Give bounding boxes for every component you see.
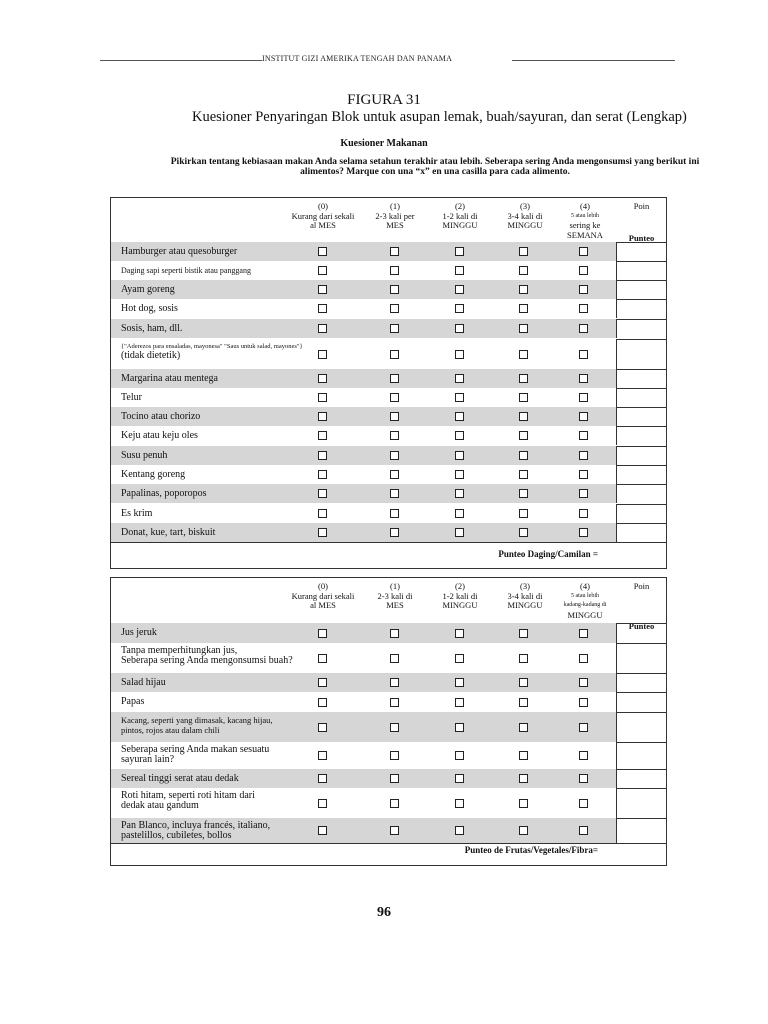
score-input-box[interactable] — [616, 788, 667, 818]
food-item-label — [121, 821, 270, 841]
frequency-checkbox-1[interactable] — [390, 509, 399, 518]
question-row — [111, 673, 616, 692]
frequency-checkbox-3[interactable] — [519, 431, 528, 440]
food-item-line-2: sayuran lain? — [121, 754, 175, 765]
frequency-checkbox-1[interactable] — [390, 247, 399, 256]
frequency-checkbox-2[interactable] — [455, 285, 464, 294]
score-input-box[interactable] — [616, 242, 667, 261]
column-code: (0) — [318, 581, 328, 591]
frequency-checkbox-1[interactable] — [390, 324, 399, 333]
frequency-checkbox-4[interactable] — [579, 350, 588, 359]
figure-number: FIGURA 31 — [347, 92, 421, 108]
score-header: Punteo — [628, 621, 655, 631]
frequency-checkbox-0[interactable] — [318, 470, 327, 479]
frequency-checkbox-2[interactable] — [455, 654, 464, 663]
column-code: (3) — [520, 581, 530, 591]
frequency-checkbox-0[interactable] — [318, 698, 327, 707]
frequency-checkbox-2[interactable] — [455, 698, 464, 707]
frequency-checkbox-2[interactable] — [455, 528, 464, 537]
column-label-line-2: kadang-kadang di — [563, 602, 607, 608]
food-item-line-2: pintos, rojos atau dalam chili — [121, 725, 220, 735]
frequency-checkbox-1[interactable] — [390, 393, 399, 402]
frequency-checkbox-1[interactable] — [390, 350, 399, 359]
food-item-line-1: Tanpa memperhitungkan jus, — [121, 645, 238, 656]
figure-title: Kuesioner Penyaringan Blok untuk asupan lemak, buah/sayuran, dan serat (Lengkap) — [192, 109, 687, 125]
rows-bottom-rule — [111, 843, 666, 844]
question-row — [111, 446, 616, 465]
frequency-checkbox-1[interactable] — [390, 374, 399, 383]
food-item-line-1: {"Aderezos para ensaladas, mayonesa" "Saus untuk salad, mayones"} — [121, 343, 303, 350]
frequency-checkbox-3[interactable] — [519, 723, 528, 732]
food-item-label: Tocino atau chorizo — [121, 410, 201, 422]
column-label-line-2: MINGGU — [507, 220, 543, 230]
question-row — [111, 369, 616, 388]
food-item-label: Kentang goreng — [121, 468, 186, 480]
food-item-line-1: Seberapa sering Anda makan sesuatu — [121, 744, 270, 755]
question-row — [111, 523, 616, 542]
food-item-label: Papalinas, poporopos — [121, 487, 207, 499]
frequency-checkbox-3[interactable] — [519, 509, 528, 518]
question-row — [111, 712, 616, 742]
column-label-line-1: 1-2 kali di — [442, 590, 478, 601]
score-input-box[interactable] — [616, 643, 667, 673]
question-row — [111, 788, 616, 818]
column-label-line-2: MINGGU — [442, 220, 478, 230]
frequency-checkbox-0[interactable] — [318, 431, 327, 440]
frequency-checkbox-4[interactable] — [579, 654, 588, 663]
question-row — [111, 426, 616, 445]
frequency-checkbox-0[interactable] — [318, 751, 327, 760]
score-input-box[interactable] — [616, 623, 667, 643]
frequency-checkbox-3[interactable] — [519, 799, 528, 808]
score-input-box[interactable] — [616, 299, 667, 318]
frequency-checkbox-3[interactable] — [519, 528, 528, 537]
question-row — [111, 339, 616, 369]
frequency-checkbox-4[interactable] — [579, 285, 588, 294]
score-input-box[interactable] — [616, 523, 667, 542]
frequency-checkbox-2[interactable] — [455, 451, 464, 460]
frequency-checkbox-2[interactable] — [455, 350, 464, 359]
frequency-checkbox-0[interactable] — [318, 266, 327, 275]
column-label-line-2: sering ke — [569, 220, 601, 230]
frequency-checkbox-3[interactable] — [519, 247, 528, 256]
question-row — [111, 484, 616, 503]
question-row — [111, 692, 616, 712]
question-row — [111, 769, 616, 788]
frequency-checkbox-0[interactable] — [318, 412, 327, 421]
score-input-box[interactable] — [616, 818, 667, 843]
column-label-line-1: Kurang dari sekali — [291, 590, 355, 601]
question-row — [111, 299, 616, 318]
frequency-checkbox-2[interactable] — [455, 826, 464, 835]
column-code: (0) — [318, 201, 328, 211]
column-code: (2) — [455, 201, 465, 211]
frequency-checkbox-1[interactable] — [390, 751, 399, 760]
frequency-checkbox-4[interactable] — [579, 751, 588, 760]
column-label-line-2: al MES — [310, 220, 336, 230]
frequency-checkbox-3[interactable] — [519, 304, 528, 313]
frequency-checkbox-4[interactable] — [579, 723, 588, 732]
question-row — [111, 319, 616, 338]
frequency-checkbox-2[interactable] — [455, 799, 464, 808]
frequency-checkbox-1[interactable] — [390, 826, 399, 835]
food-item-label: Telur — [121, 391, 142, 403]
column-code: (4) — [580, 201, 590, 211]
frequency-checkbox-2[interactable] — [455, 509, 464, 518]
frequency-checkbox-3[interactable] — [519, 324, 528, 333]
food-item-label: Margarina atau mentega — [121, 372, 218, 384]
question-row — [111, 261, 616, 280]
food-item-line-1: Pan Blanco, incluya francés, italiano, — [121, 820, 271, 831]
frequency-checkbox-4[interactable] — [579, 470, 588, 479]
frequency-checkbox-4[interactable] — [579, 393, 588, 402]
food-item-label: Sereal tinggi serat atau dedak — [121, 772, 239, 784]
frequency-checkbox-4[interactable] — [579, 431, 588, 440]
frequency-checkbox-3[interactable] — [519, 451, 528, 460]
score-input-box[interactable] — [616, 426, 667, 445]
header-institute: INSTITUT GIZI AMERIKA TENGAH DAN PANAMA — [262, 54, 453, 63]
food-item-label — [121, 342, 303, 361]
instructions — [130, 157, 740, 177]
frequency-checkbox-3[interactable] — [519, 751, 528, 760]
food-item-label: Ayam goreng — [121, 283, 175, 295]
frequency-checkbox-4[interactable] — [579, 528, 588, 537]
question-row — [111, 465, 616, 484]
frequency-checkbox-0[interactable] — [318, 350, 327, 359]
frequency-checkbox-4[interactable] — [579, 489, 588, 498]
food-item-label: Sosis, ham, dll. — [121, 322, 183, 334]
question-row — [111, 242, 616, 261]
frequency-checkbox-2[interactable] — [455, 431, 464, 440]
frequency-checkbox-0[interactable] — [318, 654, 327, 663]
frequency-checkbox-3[interactable] — [519, 350, 528, 359]
frequency-checkbox-4[interactable] — [579, 509, 588, 518]
frequency-checkbox-1[interactable] — [390, 431, 399, 440]
food-item-label — [121, 791, 255, 811]
score-input-box[interactable] — [616, 692, 667, 712]
question-row — [111, 643, 616, 673]
food-item-line-1: Kacang, seperti yang dimasak, kacang hijau, — [121, 715, 273, 725]
frequency-checkbox-3[interactable] — [519, 654, 528, 663]
frequency-checkbox-1[interactable] — [390, 528, 399, 537]
frequency-checkbox-0[interactable] — [318, 678, 327, 687]
frequency-checkbox-2[interactable] — [455, 774, 464, 783]
frequency-checkbox-2[interactable] — [455, 324, 464, 333]
frequency-checkbox-3[interactable] — [519, 374, 528, 383]
frequency-checkbox-1[interactable] — [390, 412, 399, 421]
frequency-checkbox-3[interactable] — [519, 678, 528, 687]
frequency-checkbox-1[interactable] — [390, 489, 399, 498]
score-input-box[interactable] — [616, 712, 667, 742]
food-item-line-2: (tidak dietetik) — [121, 350, 181, 361]
frequency-checkbox-0[interactable] — [318, 285, 327, 294]
points-header: Poin — [633, 201, 650, 211]
frequency-checkbox-2[interactable] — [455, 374, 464, 383]
food-item-label: Donat, kue, tart, biskuit — [121, 526, 216, 538]
frequency-checkbox-0[interactable] — [318, 826, 327, 835]
frequency-checkbox-0[interactable] — [318, 324, 327, 333]
food-item-line-1: Roti hitam, seperti roti hitam dari — [121, 790, 255, 801]
header-rule-left — [100, 60, 262, 61]
column-label-line-2: MINGGU — [442, 600, 478, 610]
frequency-checkbox-3[interactable] — [519, 266, 528, 275]
rows-bottom-rule — [111, 542, 666, 543]
frequency-checkbox-2[interactable] — [455, 723, 464, 732]
column-label-line-3: SEMANA — [567, 229, 603, 240]
frequency-checkbox-3[interactable] — [519, 393, 528, 402]
food-item-label: Hot dog, sosis — [121, 302, 178, 314]
frequency-checkbox-0[interactable] — [318, 509, 327, 518]
column-label-line-3: MINGGU — [567, 609, 603, 620]
food-item-line-2: dedak atau gandum — [121, 800, 199, 811]
frequency-checkbox-2[interactable] — [455, 678, 464, 687]
fat-intake-table — [110, 197, 667, 569]
frequency-checkbox-3[interactable] — [519, 698, 528, 707]
frequency-checkbox-3[interactable] — [519, 489, 528, 498]
frequency-checkbox-2[interactable] — [455, 489, 464, 498]
score-input-box[interactable] — [616, 407, 667, 426]
frequency-checkbox-2[interactable] — [455, 629, 464, 638]
score-input-box[interactable] — [616, 280, 667, 299]
score-header: Punteo — [628, 233, 655, 243]
question-row — [111, 280, 616, 299]
frequency-checkbox-0[interactable] — [318, 451, 327, 460]
column-label-line-2: al MES — [310, 600, 336, 610]
frequency-checkbox-4[interactable] — [579, 826, 588, 835]
food-item-label: Salad hijau — [121, 676, 166, 688]
score-input-box[interactable] — [616, 673, 667, 692]
frequency-checkbox-1[interactable] — [390, 678, 399, 687]
column-label-line-1: 5 atau lebih — [571, 212, 599, 219]
frequency-checkbox-0[interactable] — [318, 629, 327, 638]
food-item-label — [121, 646, 293, 666]
frequency-checkbox-4[interactable] — [579, 451, 588, 460]
score-input-box[interactable] — [616, 369, 667, 388]
frequency-checkbox-4[interactable] — [579, 374, 588, 383]
food-item-label: Susu penuh — [121, 449, 168, 461]
food-item-line-2: Seberapa sering Anda mengonsumsi buah? — [121, 655, 293, 666]
frequency-checkbox-3[interactable] — [519, 774, 528, 783]
question-row — [111, 623, 616, 643]
score-input-box[interactable] — [616, 446, 667, 465]
frequency-checkbox-1[interactable] — [390, 698, 399, 707]
frequency-checkbox-0[interactable] — [318, 393, 327, 402]
frequency-checkbox-1[interactable] — [390, 304, 399, 313]
frequency-checkbox-0[interactable] — [318, 247, 327, 256]
food-item-label — [121, 745, 269, 765]
frequency-checkbox-3[interactable] — [519, 412, 528, 421]
questionnaire-subtitle: Kuesioner Makanan — [340, 138, 428, 149]
frequency-checkbox-0[interactable] — [318, 304, 327, 313]
frequency-checkbox-4[interactable] — [579, 629, 588, 638]
frequency-checkbox-0[interactable] — [318, 774, 327, 783]
column-label-line-1: 2-3 kali per — [375, 210, 415, 221]
frequency-checkbox-3[interactable] — [519, 285, 528, 294]
column-code: (2) — [455, 581, 465, 591]
food-item-label: Keju atau keju oles — [121, 429, 198, 441]
question-row — [111, 504, 616, 523]
score-input-box[interactable] — [616, 465, 667, 484]
frequency-checkbox-2[interactable] — [455, 751, 464, 760]
frequency-checkbox-2[interactable] — [455, 393, 464, 402]
points-header: Poin — [633, 581, 650, 591]
column-label-line-1: 2-3 kali di — [377, 590, 413, 601]
frequency-checkbox-4[interactable] — [579, 774, 588, 783]
score-input-box[interactable] — [616, 504, 667, 523]
frequency-checkbox-1[interactable] — [390, 774, 399, 783]
column-code: (4) — [580, 581, 590, 591]
column-code: (1) — [390, 581, 400, 591]
column-label-line-1: 3-4 kali di — [507, 210, 543, 221]
frequency-checkbox-1[interactable] — [390, 723, 399, 732]
header-rule-right — [512, 60, 675, 61]
food-item-line-2: pastelillos, cubiletes, bollos — [121, 830, 232, 841]
frequency-checkbox-4[interactable] — [579, 324, 588, 333]
score-input-box[interactable] — [616, 484, 667, 503]
food-item-label — [121, 715, 273, 735]
frequency-checkbox-2[interactable] — [455, 247, 464, 256]
frequency-checkbox-4[interactable] — [579, 247, 588, 256]
frequency-checkbox-2[interactable] — [455, 470, 464, 479]
score-input-box[interactable] — [616, 319, 667, 338]
frequency-checkbox-1[interactable] — [390, 266, 399, 275]
score-input-box[interactable] — [616, 742, 667, 769]
frequency-checkbox-4[interactable] — [579, 799, 588, 808]
frequency-checkbox-2[interactable] — [455, 304, 464, 313]
score-input-box[interactable] — [616, 261, 667, 280]
instructions-line-2: alimentos? Marque con una “x” en una casilla para cada alimento. — [300, 167, 570, 177]
frequency-checkbox-0[interactable] — [318, 799, 327, 808]
frequency-checkbox-3[interactable] — [519, 826, 528, 835]
question-row — [111, 407, 616, 426]
instructions-line-1: Pikirkan tentang kebiasaan makan Anda selama setahun terakhir atau lebih. Seberapa sering Anda mengonsumsi yang berikut ini — [170, 157, 700, 167]
score-input-box[interactable] — [616, 769, 667, 788]
frequency-checkbox-2[interactable] — [455, 266, 464, 275]
frequency-checkbox-4[interactable] — [579, 266, 588, 275]
column-label-line-2: MES — [386, 600, 404, 610]
frequency-checkbox-4[interactable] — [579, 678, 588, 687]
frequency-checkbox-3[interactable] — [519, 470, 528, 479]
frequency-checkbox-1[interactable] — [390, 451, 399, 460]
frequency-checkbox-1[interactable] — [390, 470, 399, 479]
fruit-vegetable-fiber-table — [110, 577, 667, 866]
question-row — [111, 742, 616, 769]
food-item-label: Hamburger atau quesoburger — [121, 245, 238, 257]
column-label-line-1: 1-2 kali di — [442, 210, 478, 221]
subtotal-label: Punteo Daging/Camilan = — [498, 549, 598, 559]
frequency-checkbox-1[interactable] — [390, 629, 399, 638]
frequency-checkbox-2[interactable] — [455, 412, 464, 421]
frequency-checkbox-4[interactable] — [579, 304, 588, 313]
frequency-checkbox-0[interactable] — [318, 528, 327, 537]
frequency-checkbox-1[interactable] — [390, 285, 399, 294]
question-row — [111, 818, 616, 843]
column-code: (1) — [390, 201, 400, 211]
score-input-box[interactable] — [616, 388, 667, 407]
column-label-line-1: 5 atau lebih — [571, 592, 599, 599]
frequency-checkbox-3[interactable] — [519, 629, 528, 638]
food-item-label: Daging sapi seperti bistik atau panggang — [121, 265, 251, 275]
column-label-line-1: Kurang dari sekali — [291, 210, 355, 221]
food-item-label: Jus jeruk — [121, 627, 157, 638]
frequency-checkbox-1[interactable] — [390, 799, 399, 808]
score-input-box[interactable] — [616, 339, 667, 369]
frequency-checkbox-0[interactable] — [318, 489, 327, 498]
question-row — [111, 388, 616, 407]
subtotal-label: Punteo de Frutas/Vegetales/Fibra= — [464, 845, 598, 855]
frequency-checkbox-4[interactable] — [579, 412, 588, 421]
column-code: (3) — [520, 201, 530, 211]
food-item-label: Es krim — [121, 507, 153, 519]
column-label-line-1: 3-4 kali di — [507, 590, 543, 601]
frequency-checkbox-0[interactable] — [318, 374, 327, 383]
frequency-checkbox-4[interactable] — [579, 698, 588, 707]
frequency-checkbox-1[interactable] — [390, 654, 399, 663]
page-number: 96 — [377, 905, 391, 920]
frequency-checkbox-0[interactable] — [318, 723, 327, 732]
column-label-line-2: MES — [386, 220, 404, 230]
column-label-line-2: MINGGU — [507, 600, 543, 610]
food-item-label: Papas — [121, 696, 145, 707]
